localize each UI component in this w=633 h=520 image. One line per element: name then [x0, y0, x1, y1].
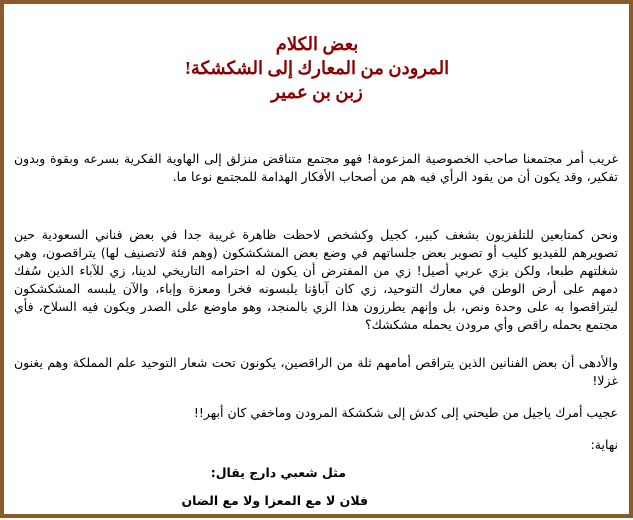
column-title: بعض الكلام	[275, 34, 359, 54]
article-header	[12, 32, 622, 104]
paragraph-3: والأدهى أن بعض الفنانين الذين يتراقص أمامهم ثلة من الراقصين، يكونون تحت شعار التوحيد علم المملكة وهم يغنون غزلا!	[14, 355, 618, 388]
article-title: المرودن من المعارك إلى الشكشكة!	[184, 58, 450, 78]
proverb: فلان لا مع المعزا ولا مع الضان	[181, 493, 368, 508]
article	[12, 4, 622, 514]
author-name: زبن بن عمير	[271, 82, 363, 102]
proverb-intro: مثل شعبي دارج يقال:	[210, 465, 346, 480]
paragraph-4: عجيب أمرك ياجيل من طيحني إلى كدش إلى شكشكة المرودن وماخفي كان أبهر!!	[193, 405, 618, 420]
paragraph-1: غريب أمر مجتمعنا صاحب الخصوصية المزعومة! فهو مجتمع متناقض منزلق إلى الهاوية الفكرية بسرعه وبقوة وبدون تفكير، وقد يكون أن من يقود الرأي فيه هم من أصحاب الأفكار الهدامة للمجتمع نوعا ما.	[14, 151, 618, 184]
ending-label: نهاية:	[590, 437, 618, 452]
paragraph-2: ونحن كمتابعين للتلفزيون بشغف كبير، كجيل وكشخص لاحظت ظاهرة غريبة جدا في بعض فناني السعودية حين تصويرهم للفيديو كليب أو تصوير بعض جلساتهم في وضع بعض المشكشكون (وهم فئة لاتصنيف لها) يتراقصون، وهي شغلتهم طبعا، ولكن بزي عربي أصيل! زي من المفترض أن يكون له احترامه التاريخي لدينا، زي للآباء الذين سُفك دمهم على أرض الوطن في معارك التوحيد، زي كان آباؤنا يلبسونه فخرا ومعزة وإباء، والآن يلبسه المشكشكون ليتراقصوا به على وحدة ونص، بل وإنهم يطرزون هذا الزي بالمنجد، وهو ماوضع على الصدر ويكون فيه السلاح، فأي مجتمع يحمله راقص وأي مرودن يحمله مشكشك؟	[14, 227, 618, 332]
